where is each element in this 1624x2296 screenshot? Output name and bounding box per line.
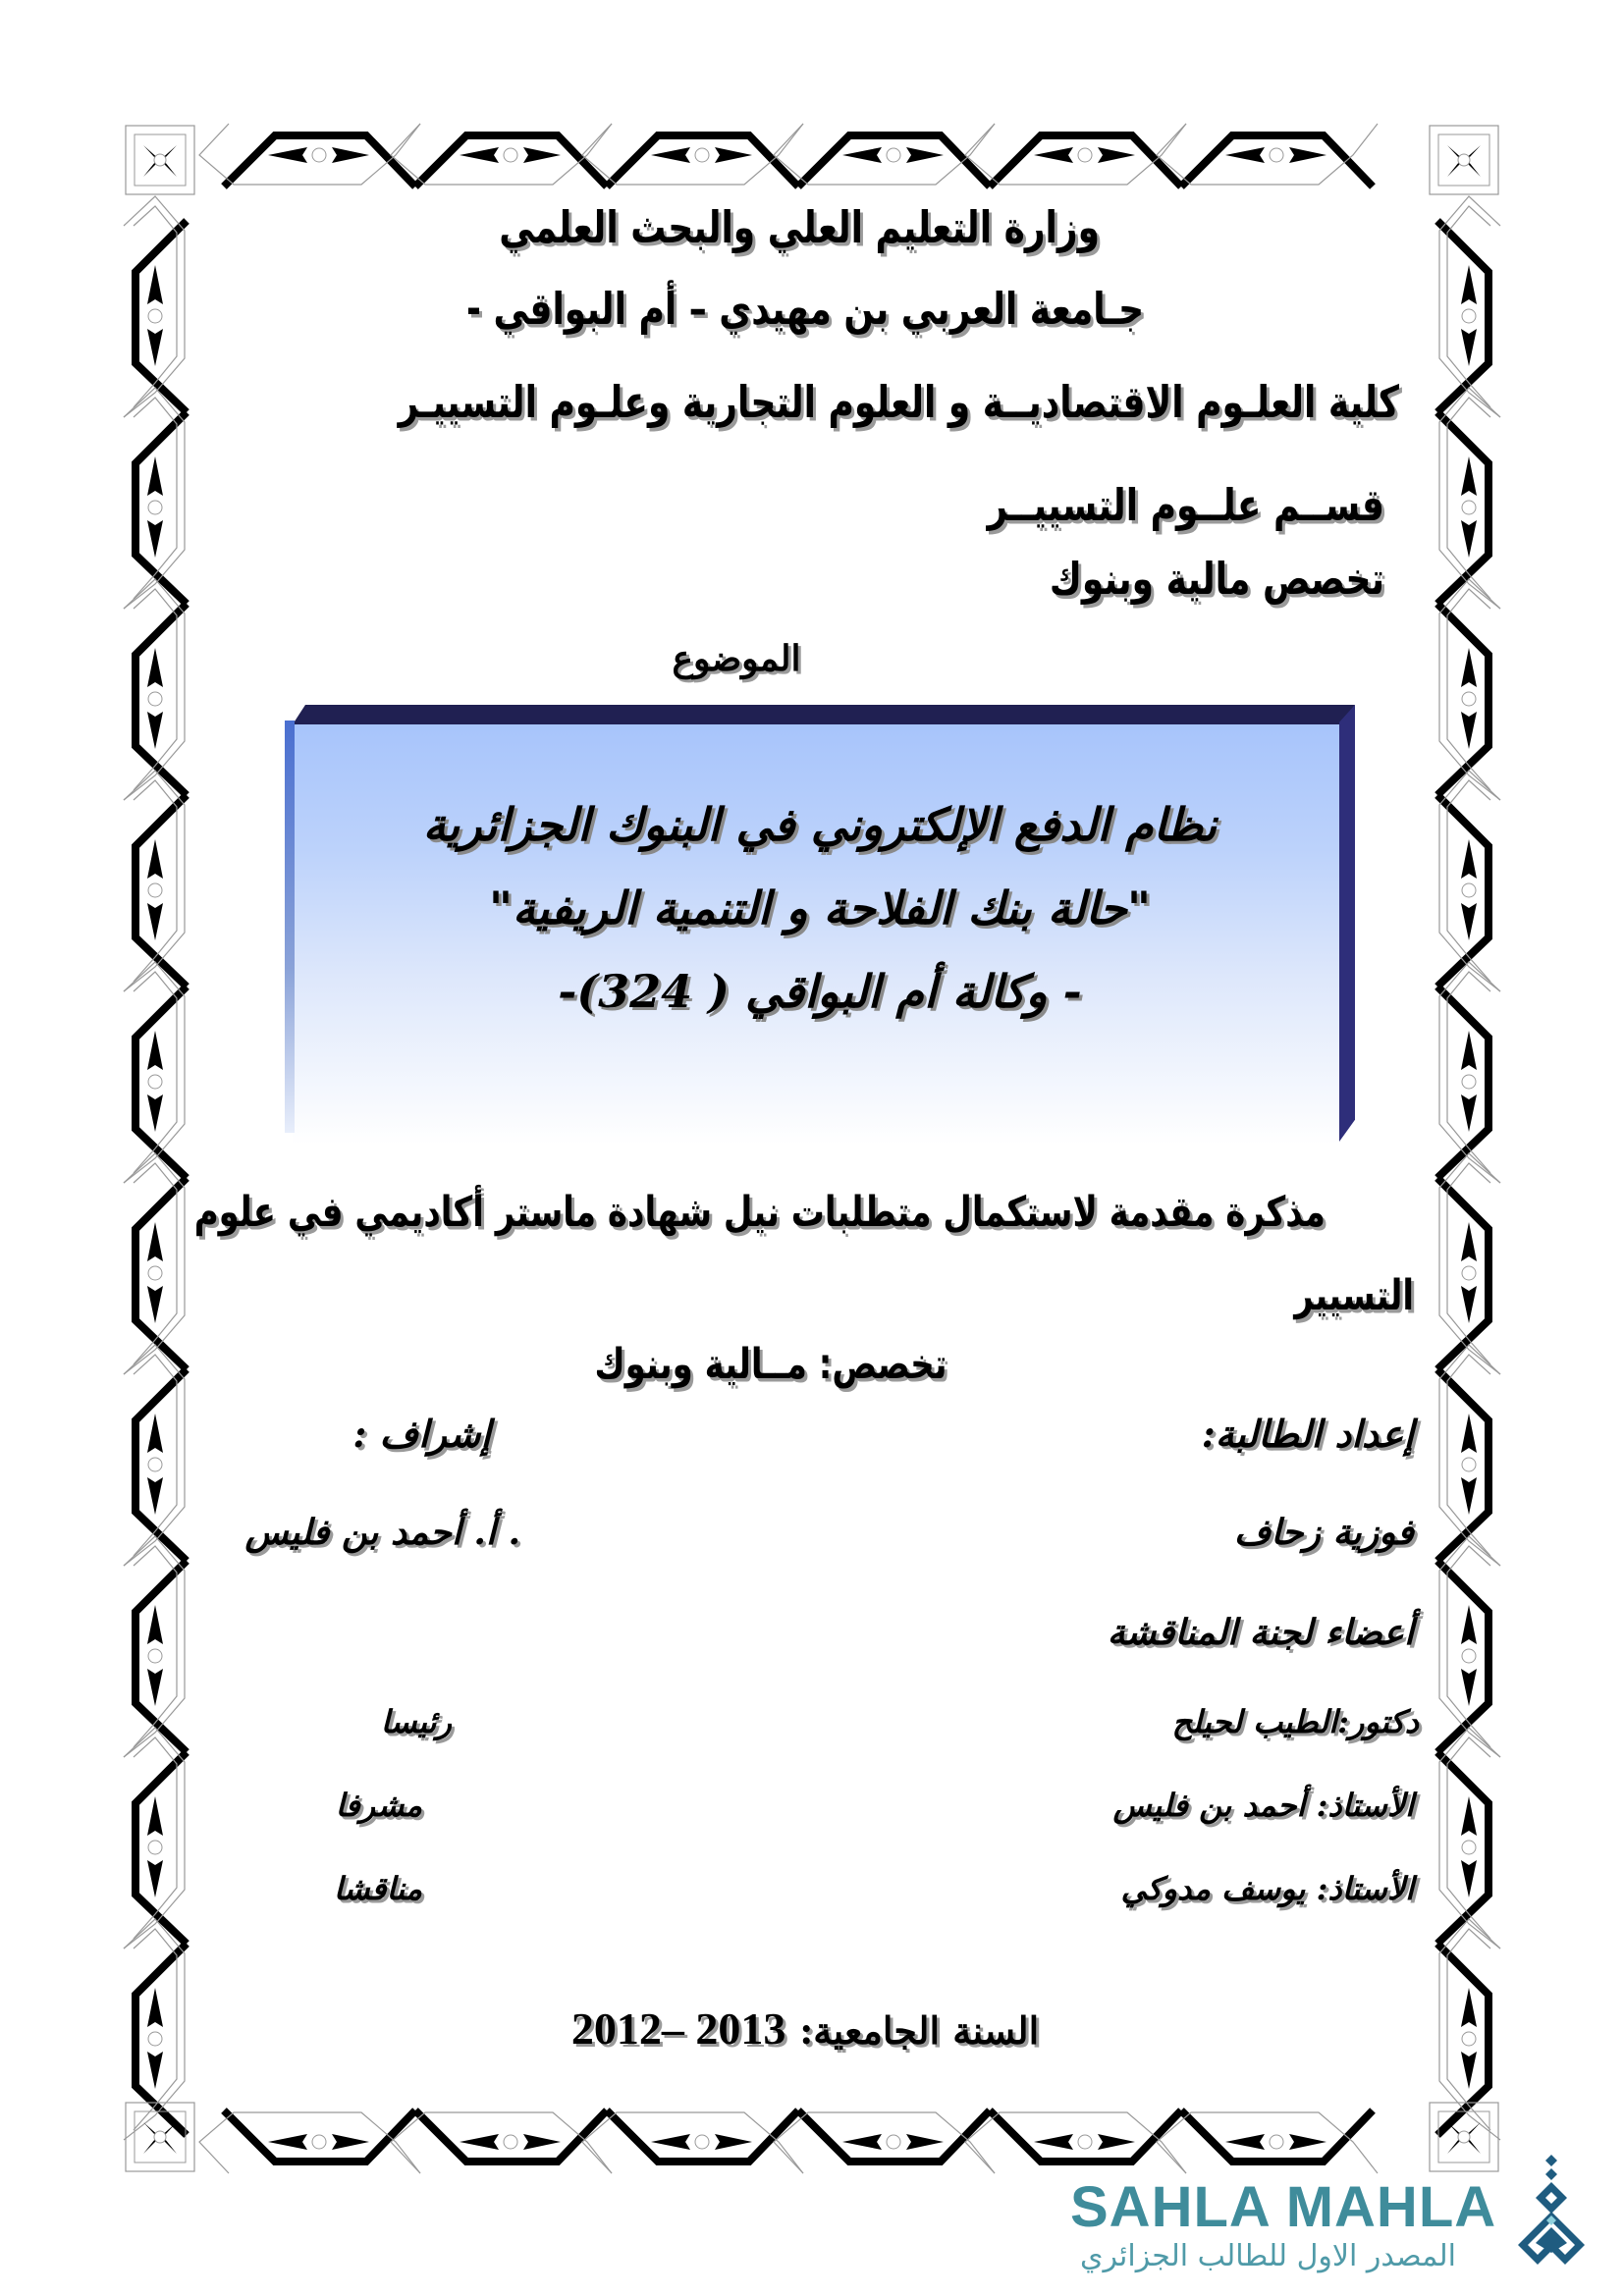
committee-label: أعضاء لجنة المناقشة <box>1107 1612 1414 1653</box>
student-name: فوزية زحاف <box>1234 1512 1414 1553</box>
sahla-mahla-watermark <box>1070 2174 1600 2287</box>
watermark-tagline: المصدر الاول للطالب الجزائري <box>1080 2239 1456 2273</box>
thesis-title-box <box>285 705 1355 1142</box>
ministry-name: وزارة التعليم العلي والبحث العلمي <box>499 202 1100 254</box>
thesis-statement-line-2: التسيير <box>1294 1271 1414 1320</box>
prepared-by-label: إعداد الطالبة: <box>1201 1412 1414 1456</box>
thesis-title-line-1: نظام الدفع الإلكتروني في البنوك الجزائرية <box>422 798 1218 851</box>
academic-year-label: السنة الجامعية: <box>799 2008 1040 2053</box>
academic-year <box>530 2002 1080 2055</box>
committee-member-role: مشرفا <box>335 1787 422 1824</box>
header-specialty: تخصص مالية وبنوك <box>1049 554 1384 606</box>
thesis-statement-line-1: مذكرة مقدمة لاستكمال متطلبات نيل شهادة ماستر أكاديمي في علوم <box>193 1188 1326 1237</box>
committee-member-role: رئيسا <box>380 1703 452 1740</box>
watermark-brand: SAHLA MAHLA <box>1070 2175 1497 2239</box>
department-name: قســم علــوم التسييــر <box>987 480 1384 532</box>
academic-year-value: 2012– 2013 <box>570 2003 786 2054</box>
committee-member-name: الأستاذ: يوسف مدوكي <box>1120 1870 1414 1907</box>
university-name: جـامعة العربي بن مهيدي – أم البواقي - <box>465 284 1145 336</box>
faculty-name: كلية العلـوم الاقتصاديــة و العلوم التجارية وعلـوم التسييـر <box>398 377 1399 429</box>
supervisor-name: . أ. أحمد بن فليس <box>244 1512 520 1553</box>
supervision-label: إشراف : <box>352 1412 491 1456</box>
sahla-mahla-emblem-icon <box>1512 2155 1591 2272</box>
title-box-top-edge <box>293 705 1355 724</box>
committee-member-name: الأستاذ: أحمد بن فليس <box>1112 1787 1414 1824</box>
topic-label: الموضوع <box>672 638 801 679</box>
thesis-specialty: تخصص: مــالية وبنوك <box>594 1340 947 1389</box>
thesis-title-line-3: - وكالة أم البواقي ( 324)- <box>558 965 1082 1018</box>
committee-member-role: مناقشا <box>333 1870 422 1907</box>
thesis-title-line-2: "حالة بنك الفلاحة و التنمية الريفية" <box>489 881 1151 934</box>
committee-member-name: دكتور:الطيب لحيلح <box>1171 1703 1419 1740</box>
